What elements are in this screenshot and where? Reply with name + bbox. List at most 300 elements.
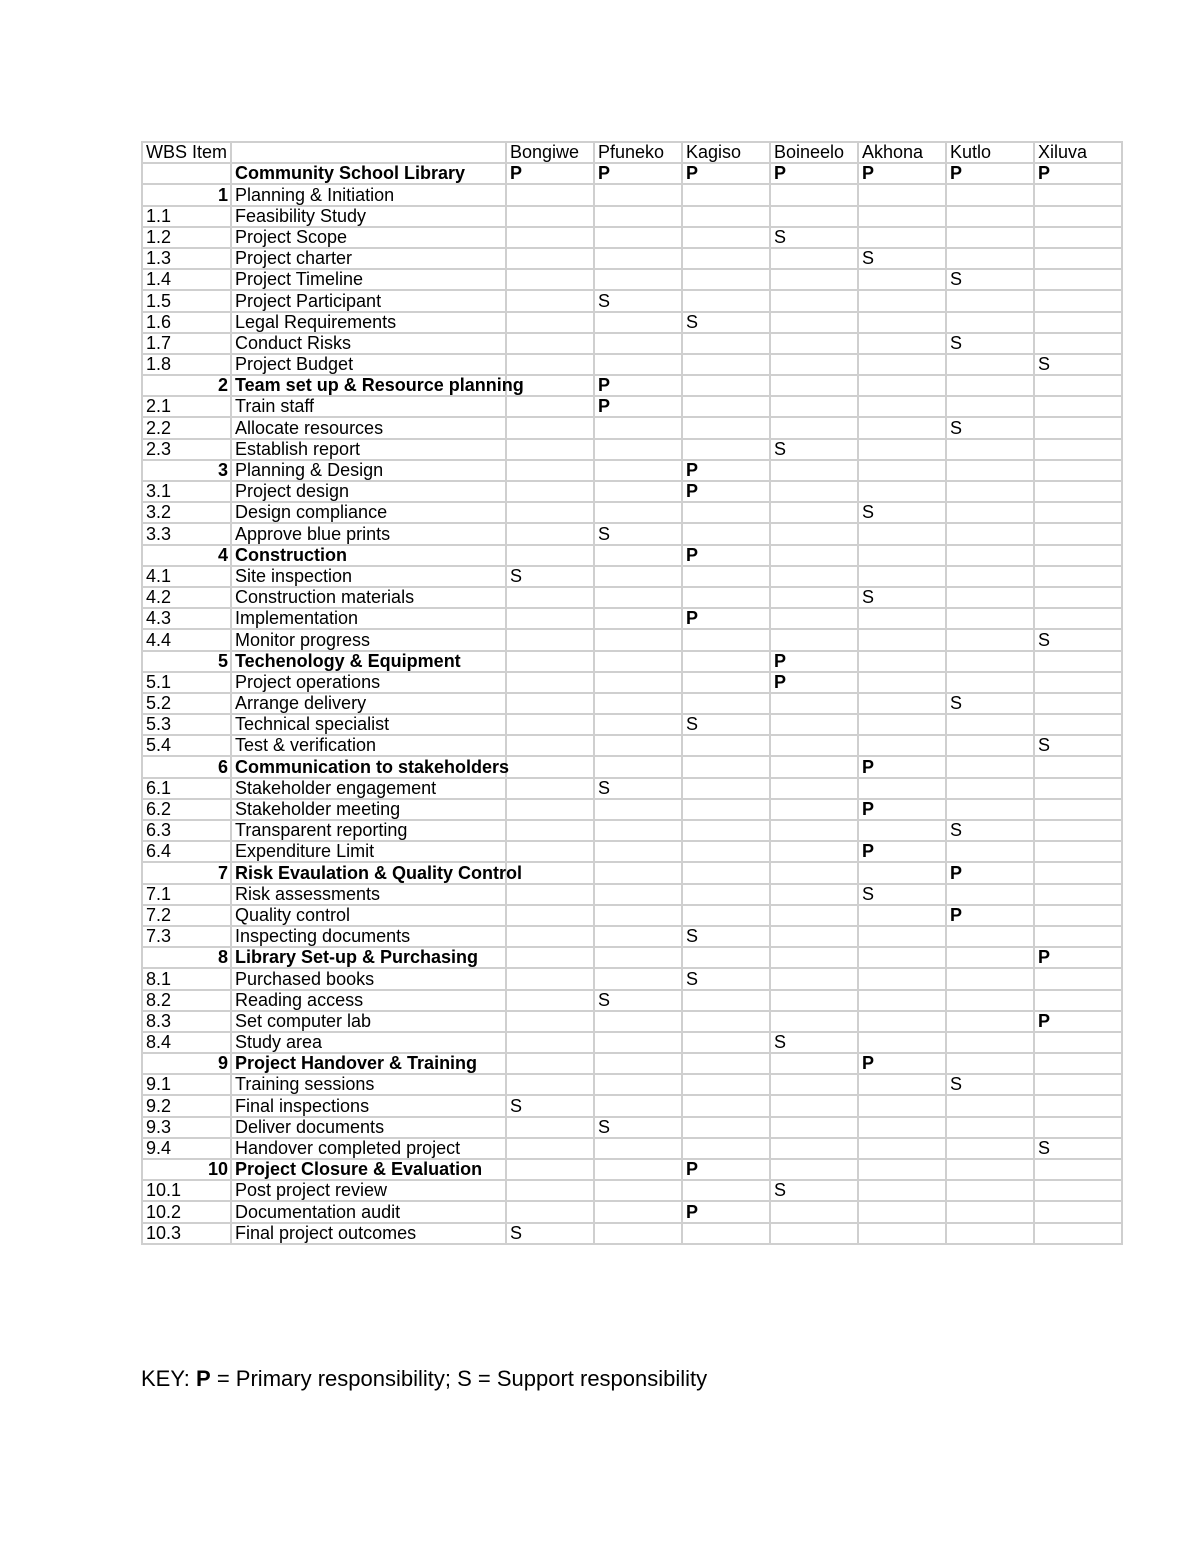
responsibility-cell [506,1180,594,1201]
responsibility-cell [1034,990,1122,1011]
wbs-number: 3 [142,460,231,481]
table-row [142,884,1122,905]
header-kagiso: Kagiso [682,142,770,163]
wbs-number: 9.3 [142,1117,231,1138]
responsibility-cell [506,184,594,205]
responsibility-cell [682,439,770,460]
responsibility-cell [506,1032,594,1053]
responsibility-cell [594,714,682,735]
responsibility-cell [858,735,946,756]
wbs-number: 5.2 [142,693,231,714]
responsibility-cell [506,290,594,311]
responsibility-cell [946,206,1034,227]
responsibility-cell [1034,968,1122,989]
responsibility-cell [1034,502,1122,523]
responsibility-cell [858,354,946,375]
responsibility-cell [1034,545,1122,566]
responsibility-cell [506,735,594,756]
responsibility-cell [858,651,946,672]
responsibility-cell [858,1159,946,1180]
responsibility-cell [1034,1180,1122,1201]
responsibility-cell: S [858,587,946,608]
responsibility-cell: S [682,714,770,735]
responsibility-cell [946,1223,1034,1244]
responsibility-cell [858,206,946,227]
wbs-number: 7 [142,862,231,883]
responsibility-cell [1034,884,1122,905]
table-row [142,523,1122,544]
responsibility-cell: P [682,1201,770,1222]
responsibility-cell [1034,1223,1122,1244]
wbs-number: 8.2 [142,990,231,1011]
responsibility-cell [506,1138,594,1159]
responsibility-cell [594,968,682,989]
responsibility-cell: P [858,163,946,184]
wbs-task-name: Deliver documents [231,1117,506,1138]
responsibility-cell [1034,862,1122,883]
responsibility-cell [770,693,858,714]
responsibility-cell: P [858,756,946,777]
table-row [142,1201,1122,1222]
wbs-number: 7.2 [142,905,231,926]
wbs-number: 1.5 [142,290,231,311]
responsibility-cell [506,206,594,227]
wbs-number: 7.1 [142,884,231,905]
wbs-number: 6.3 [142,820,231,841]
responsibility-cell [594,1223,682,1244]
table-row [142,1011,1122,1032]
table-row [142,629,1122,650]
wbs-number: 1 [142,184,231,205]
responsibility-cell [946,841,1034,862]
responsibility-cell [858,820,946,841]
wbs-task-name: Project Participant [231,290,506,311]
wbs-task-name: Allocate resources [231,417,506,438]
responsibility-cell [594,587,682,608]
wbs-task-name: Approve blue prints [231,523,506,544]
responsibility-cell [770,1201,858,1222]
responsibility-cell [682,820,770,841]
wbs-number: 10.2 [142,1201,231,1222]
wbs-task-name: Legal Requirements [231,312,506,333]
responsibility-cell [1034,714,1122,735]
responsibility-cell [946,396,1034,417]
responsibility-cell [946,248,1034,269]
responsibility-cell [506,396,594,417]
responsibility-cell: S [770,439,858,460]
responsibility-cell: S [946,333,1034,354]
responsibility-cell [594,312,682,333]
responsibility-cell [1034,841,1122,862]
responsibility-cell: S [858,884,946,905]
responsibility-cell [1034,756,1122,777]
wbs-task-name: Project Closure & Evaluation [231,1159,506,1180]
responsibility-cell [1034,439,1122,460]
responsibility-cell [858,566,946,587]
responsibility-cell [1034,608,1122,629]
responsibility-cell [946,290,1034,311]
responsibility-cell [770,629,858,650]
responsibility-cell [594,1053,682,1074]
responsibility-cell [1034,1032,1122,1053]
responsibility-cell [682,1095,770,1116]
responsibility-cell [946,587,1034,608]
wbs-task-name: Risk Evaulation & Quality Control [231,862,506,883]
responsibility-cell [770,1011,858,1032]
responsibility-cell [946,926,1034,947]
responsibility-cell [594,862,682,883]
responsibility-cell: S [946,1074,1034,1095]
responsibility-cell: S [1034,354,1122,375]
table-row [142,990,1122,1011]
responsibility-cell [946,1201,1034,1222]
responsibility-cell [946,1032,1034,1053]
wbs-task-name: Study area [231,1032,506,1053]
table-row [142,269,1122,290]
wbs-task-name: Monitor progress [231,629,506,650]
responsibility-cell [594,884,682,905]
responsibility-cell [770,354,858,375]
responsibility-cell [506,884,594,905]
wbs-task-name: Project Scope [231,227,506,248]
responsibility-cell [506,502,594,523]
responsibility-cell [506,248,594,269]
responsibility-cell [506,312,594,333]
responsibility-cell [594,1180,682,1201]
responsibility-cell [594,1095,682,1116]
responsibility-cell: P [682,460,770,481]
responsibility-cell: P [594,163,682,184]
responsibility-cell: P [1034,947,1122,968]
responsibility-cell [858,968,946,989]
table-row [142,460,1122,481]
responsibility-cell [506,1117,594,1138]
table-row [142,862,1122,883]
responsibility-cell [594,799,682,820]
wbs-number: 2.1 [142,396,231,417]
wbs-number: 4.3 [142,608,231,629]
wbs-task-name: Team set up & Resource planning [231,375,506,396]
responsibility-cell [594,693,682,714]
wbs-number: 3.1 [142,481,231,502]
responsibility-cell [770,820,858,841]
wbs-task-name: Planning & Design [231,460,506,481]
responsibility-cell [594,1032,682,1053]
responsibility-cell: P [946,862,1034,883]
table-row [142,672,1122,693]
wbs-task-name: Communication to stakeholders [231,756,506,777]
responsibility-cell [506,1074,594,1095]
responsibility-cell [506,545,594,566]
responsibility-cell [770,778,858,799]
responsibility-cell [946,227,1034,248]
responsibility-cell [770,1138,858,1159]
table-row [142,714,1122,735]
wbs-task-name: Project design [231,481,506,502]
responsibility-cell [770,968,858,989]
table-row [142,354,1122,375]
wbs-number: 4.2 [142,587,231,608]
responsibility-cell [682,417,770,438]
responsibility-cell [1034,1095,1122,1116]
responsibility-cell [946,714,1034,735]
responsibility-cell [858,227,946,248]
responsibility-cell [946,545,1034,566]
responsibility-cell: S [946,417,1034,438]
responsibility-cell [858,990,946,1011]
responsibility-cell [1034,926,1122,947]
responsibility-cell [770,926,858,947]
responsibility-cell [946,629,1034,650]
wbs-number: 1.6 [142,312,231,333]
responsibility-cell: P [770,651,858,672]
responsibility-cell [594,227,682,248]
responsibility-cell [858,608,946,629]
raci-table-body [142,142,1122,1244]
responsibility-cell [770,375,858,396]
responsibility-cell [1034,333,1122,354]
table-row [142,481,1122,502]
wbs-task-name: Set computer lab [231,1011,506,1032]
wbs-number: 8.3 [142,1011,231,1032]
responsibility-cell [946,672,1034,693]
responsibility-cell [594,248,682,269]
responsibility-cell [1034,290,1122,311]
wbs-task-name: Arrange delivery [231,693,506,714]
table-row [142,587,1122,608]
responsibility-cell [858,184,946,205]
responsibility-cell [594,439,682,460]
responsibility-cell [682,884,770,905]
responsibility-cell: S [594,990,682,1011]
responsibility-cell [946,1180,1034,1201]
wbs-task-name: Construction materials [231,587,506,608]
responsibility-cell [770,905,858,926]
table-row [142,841,1122,862]
responsibility-cell [682,502,770,523]
responsibility-cell [682,375,770,396]
responsibility-cell [506,1053,594,1074]
responsibility-cell [946,651,1034,672]
responsibility-cell [682,947,770,968]
responsibility-cell [1034,1117,1122,1138]
wbs-task-name: Risk assessments [231,884,506,905]
wbs-number: 9.4 [142,1138,231,1159]
raci-matrix-table [141,141,1123,1245]
wbs-number: 5 [142,651,231,672]
responsibility-cell: S [682,926,770,947]
responsibility-cell [682,566,770,587]
responsibility-cell [594,905,682,926]
wbs-task-name: Final inspections [231,1095,506,1116]
responsibility-cell [770,290,858,311]
key-primary-letter: P [196,1366,211,1391]
responsibility-cell [770,1095,858,1116]
responsibility-cell [506,841,594,862]
responsibility-cell: S [858,248,946,269]
responsibility-cell [594,545,682,566]
responsibility-cell: P [946,163,1034,184]
responsibility-cell [1034,651,1122,672]
responsibility-cell [682,333,770,354]
responsibility-cell [594,566,682,587]
wbs-task-name: Project operations [231,672,506,693]
responsibility-cell [946,502,1034,523]
table-row [142,1117,1122,1138]
responsibility-cell [594,1138,682,1159]
responsibility-cell [858,1011,946,1032]
responsibility-cell [594,841,682,862]
responsibility-cell [682,227,770,248]
responsibility-cell [858,396,946,417]
wbs-number: 10.1 [142,1180,231,1201]
wbs-number: 3.2 [142,502,231,523]
responsibility-cell [594,460,682,481]
responsibility-cell: P [682,163,770,184]
responsibility-cell [506,1201,594,1222]
responsibility-cell: S [506,1223,594,1244]
table-row [142,545,1122,566]
table-row [142,290,1122,311]
responsibility-cell: P [946,905,1034,926]
responsibility-cell [1034,693,1122,714]
responsibility-cell [770,502,858,523]
responsibility-cell: S [682,312,770,333]
responsibility-cell [770,481,858,502]
wbs-task-name: Establish report [231,439,506,460]
wbs-task-name: Community School Library [231,163,506,184]
wbs-number: 8.4 [142,1032,231,1053]
responsibility-cell: S [506,566,594,587]
table-row [142,778,1122,799]
responsibility-cell [946,1053,1034,1074]
responsibility-cell: S [1034,1138,1122,1159]
responsibility-cell [770,1159,858,1180]
responsibility-cell [594,417,682,438]
wbs-task-name: Planning & Initiation [231,184,506,205]
responsibility-cell [946,375,1034,396]
wbs-task-name: Documentation audit [231,1201,506,1222]
responsibility-cell: S [770,227,858,248]
responsibility-cell [594,735,682,756]
table-row [142,206,1122,227]
responsibility-cell: S [506,1095,594,1116]
responsibility-cell [770,1074,858,1095]
table-row [142,248,1122,269]
table-row [142,947,1122,968]
wbs-number: 1.4 [142,269,231,290]
responsibility-cell [506,990,594,1011]
header-blank [231,142,506,163]
responsibility-cell: P [770,163,858,184]
responsibility-cell [682,862,770,883]
responsibility-cell [946,1117,1034,1138]
responsibility-cell [506,693,594,714]
responsibility-cell [506,1159,594,1180]
responsibility-cell [946,756,1034,777]
wbs-number: 2.2 [142,417,231,438]
responsibility-cell [1034,566,1122,587]
responsibility-cell [682,523,770,544]
responsibility-cell [506,756,594,777]
responsibility-cell [506,608,594,629]
responsibility-cell [1034,248,1122,269]
responsibility-cell: P [594,375,682,396]
header-xiluva: Xiluva [1034,142,1122,163]
table-row [142,1074,1122,1095]
responsibility-cell [1034,227,1122,248]
responsibility-cell: P [858,1053,946,1074]
table-row [142,184,1122,205]
responsibility-cell [1034,417,1122,438]
responsibility-cell [1034,206,1122,227]
responsibility-cell [506,799,594,820]
responsibility-cell [682,396,770,417]
responsibility-cell [946,1159,1034,1180]
wbs-number: 1.8 [142,354,231,375]
wbs-number: 6 [142,756,231,777]
responsibility-cell: S [594,290,682,311]
responsibility-cell [770,1117,858,1138]
wbs-number: 2.3 [142,439,231,460]
responsibility-cell [682,354,770,375]
responsibility-cell: P [1034,163,1122,184]
responsibility-cell: P [594,396,682,417]
responsibility-cell [946,439,1034,460]
responsibility-cell [1034,184,1122,205]
responsibility-cell [1034,460,1122,481]
responsibility-cell [770,184,858,205]
responsibility-cell [594,947,682,968]
responsibility-cell [682,990,770,1011]
responsibility-cell [506,269,594,290]
wbs-task-name: Expenditure Limit [231,841,506,862]
header-wbs-item: WBS Item [142,142,231,163]
wbs-task-name: Construction [231,545,506,566]
wbs-task-name: Design compliance [231,502,506,523]
responsibility-cell [1034,778,1122,799]
table-row [142,820,1122,841]
responsibility-cell: P [682,1159,770,1180]
responsibility-cell [682,735,770,756]
responsibility-cell [858,1074,946,1095]
responsibility-cell [1034,587,1122,608]
responsibility-cell [770,333,858,354]
responsibility-cell [770,862,858,883]
responsibility-cell [770,566,858,587]
responsibility-cell [770,545,858,566]
responsibility-cell [682,756,770,777]
responsibility-cell [858,947,946,968]
responsibility-cell [594,206,682,227]
responsibility-cell: S [1034,629,1122,650]
responsibility-cell [858,1117,946,1138]
responsibility-cell [770,587,858,608]
responsibility-cell [770,756,858,777]
responsibility-cell [946,460,1034,481]
responsibility-cell [858,312,946,333]
responsibility-cell [946,312,1034,333]
responsibility-cell [858,333,946,354]
table-row [142,333,1122,354]
responsibility-cell [594,756,682,777]
responsibility-cell: S [594,523,682,544]
responsibility-cell [946,354,1034,375]
responsibility-cell [506,587,594,608]
responsibility-cell [858,375,946,396]
responsibility-cell [506,968,594,989]
responsibility-cell [1034,1074,1122,1095]
